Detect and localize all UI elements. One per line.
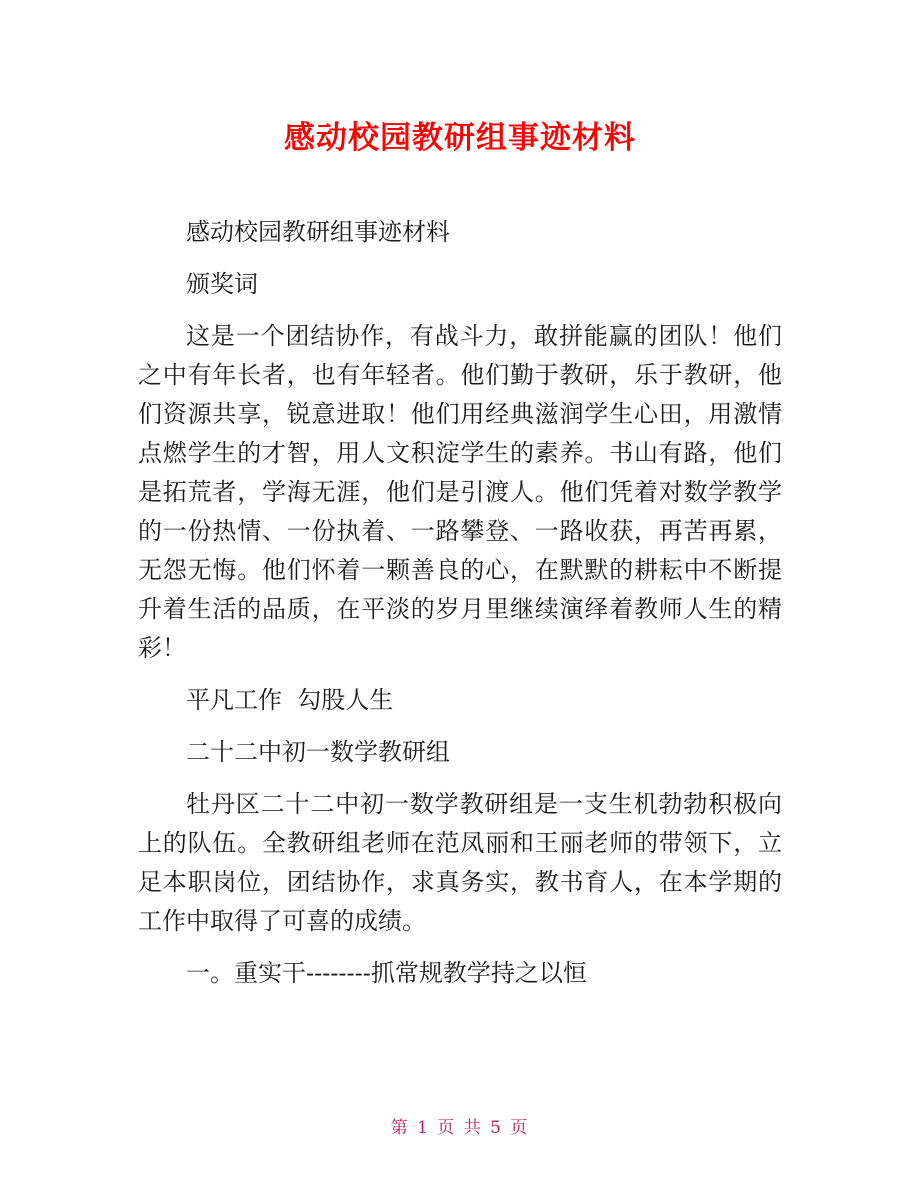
paragraph-award-speech: 这是一个团结协作，有战斗力，敢拼能赢的团队！他们之中有年长者，也有年轻者。他们勤于教研，乐于教研，他们资源共享，锐意进取！他们用经典滋润学生心田，用激情点燃学生的才智，用人文积淀学生的素养。书山有路，他们是拓荒者，学海无涯，他们是引渡人。他们凭着对数学教学的一份热情、一份执着、一路攀登、一路收获，再苦再累，无怨无悔。他们怀着一颗善良的心，在默默的耕耘中不断提升着生活的品质，在平淡的岁月里继续演绎着教师人生的精彩！ [138, 322, 782, 662]
paragraph-section-one: 一。重实干--------抓常规教学持之以恒 [186, 959, 587, 987]
paragraph-heading: 感动校园教研组事迹材料 [186, 218, 450, 246]
paragraph-intro: 牡丹区二十二中初一数学教研组是一支生机勃勃积极向上的队伍。全教研组老师在范凤丽和王丽老师的带领下，立足本职岗位，团结协作，求真务实，教书育人，在本学期的工作中取得了可喜的成绩。 [138, 790, 782, 935]
paragraph-subtitle: 平凡工作 勾股人生 [186, 686, 394, 714]
page-number-footer: 第 1 页 共 5 页 [390, 1118, 530, 1138]
paragraph-group-name: 二十二中初一数学教研组 [186, 738, 450, 766]
document-body [138, 213, 782, 1006]
document-title: 感动校园教研组事迹材料 [284, 120, 636, 156]
paragraph-award-label: 颁奖词 [186, 270, 258, 298]
